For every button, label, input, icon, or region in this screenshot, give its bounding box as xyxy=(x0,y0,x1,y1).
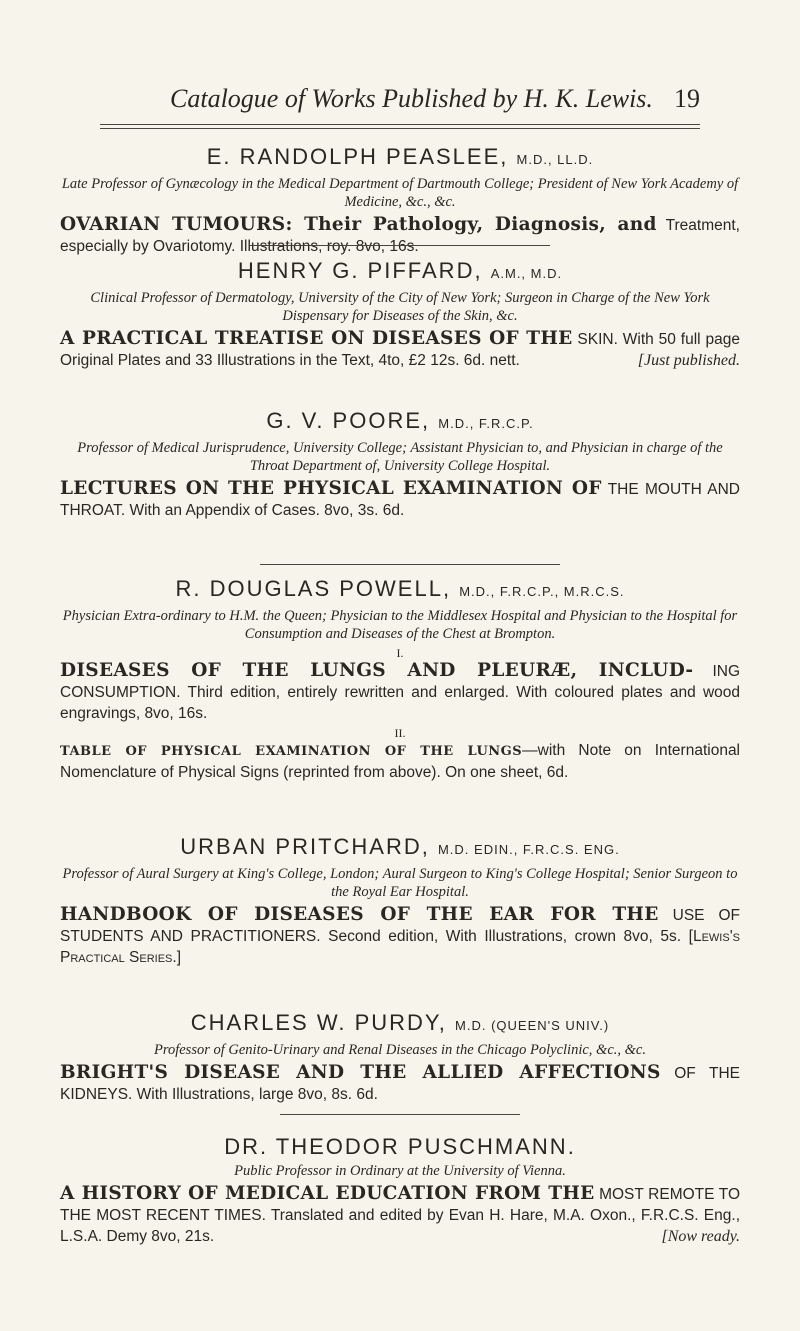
author-affiliation: Clinical Professor of Dermatology, University of the City of New York; Surgeon in Charge of the New York Dispensary for Diseases of the Skin, &c. xyxy=(90,290,710,324)
book-description: LECTURES ON THE PHYSICAL EXAMINATION OF THE MOUTH AND THROAT. With an Appendix of Cases. 8vo, 3s. 6d. xyxy=(60,478,740,519)
book-title: OVARIAN TUMOURS: Their Pathology, Diagnosis, and xyxy=(60,214,657,235)
header-rule xyxy=(100,124,700,125)
catalogue-entry xyxy=(60,834,740,968)
catalogue-entry xyxy=(60,258,740,371)
running-title: Catalogue of Works Published by H. K. Lewis. xyxy=(170,84,653,113)
author-affiliation: Professor of Aural Surgery at King's College, London; Aural Surgeon to King's College Hospital; Senior Surgeon to the Royal Ear Hospital. xyxy=(62,866,738,900)
author-affiliation: Late Professor of Gynæcology in the Medical Department of Dartmouth College; President of New York Academy of Medicine, &c., &c. xyxy=(61,176,739,210)
catalogue-entry xyxy=(60,1010,740,1105)
volume-numeral: I. xyxy=(396,646,404,660)
author-degrees: M.D., LL.D. xyxy=(516,152,594,167)
book-title: A HISTORY OF MEDICAL EDUCATION FROM THE xyxy=(60,1183,595,1204)
author-name: G. V. POORE, M.D., F.R.C.P. xyxy=(266,408,534,433)
author-name: DR. THEODOR PUSCHMANN. xyxy=(224,1134,576,1159)
catalogue-entry xyxy=(60,576,740,783)
author-degrees: M.D. EDIN., F.R.C.S. ENG. xyxy=(437,842,620,857)
volume-numeral: II. xyxy=(394,726,406,740)
catalogue-entry xyxy=(60,144,740,257)
author-degrees: M.D., F.R.C.P. xyxy=(438,416,534,431)
book-title: TABLE OF PHYSICAL EXAMINATION OF THE LUNGS xyxy=(60,744,523,759)
author-degrees: A.M., M.D. xyxy=(490,266,563,281)
author-affiliation: Physician Extra-ordinary to H.M. the Queen; Physician to the Middlesex Hospital and Physician to the Hospital for Consumption and Diseases of the Chest at Brompton. xyxy=(62,608,738,642)
series-name: [Lewis's Practical Series.] xyxy=(60,928,740,966)
publication-status: [Now ready. xyxy=(661,1228,740,1245)
book-description: BRIGHT'S DISEASE AND THE ALLIED AFFECTIONS OF THE KIDNEYS. With Illustrations, large 8vo, 8s. 6d. xyxy=(60,1062,740,1103)
author-name: R. DOUGLAS POWELL, M.D., F.R.C.P., M.R.C.S. xyxy=(175,576,625,601)
book-title: DISEASES OF THE LUNGS AND PLEURÆ, INCLUD- xyxy=(60,660,694,681)
book-description: TABLE OF PHYSICAL EXAMINATION OF THE LUNGS—with Note on International Nomenclature of Physical Signs (reprinted from above). On one sheet, 6d. xyxy=(60,742,741,781)
author-degrees: M.D. (QUEEN'S UNIV.) xyxy=(455,1018,610,1033)
author-degrees: M.D., F.R.C.P., M.R.C.S. xyxy=(459,584,625,599)
author-affiliation: Professor of Genito-Urinary and Renal Diseases in the Chicago Polyclinic, &c., &c. xyxy=(154,1042,646,1058)
page-number: 19 xyxy=(674,84,700,113)
book-description: HANDBOOK OF DISEASES OF THE EAR FOR THE USE OF STUDENTS AND PRACTITIONERS. Second edition, With Illustrations, crown 8vo, 5s. [Lewis's Practical Series.] xyxy=(60,904,741,966)
book-title: LECTURES ON THE PHYSICAL EXAMINATION OF xyxy=(60,478,602,499)
catalogue-entry xyxy=(60,408,740,521)
catalogue-entry xyxy=(60,1134,740,1247)
author-name: URBAN PRITCHARD, M.D. EDIN., F.R.C.S. ENG. xyxy=(180,834,620,859)
author-name: HENRY G. PIFFARD, A.M., M.D. xyxy=(237,258,563,283)
author-name: CHARLES W. PURDY, M.D. (QUEEN'S UNIV.) xyxy=(190,1010,610,1035)
author-name: E. RANDOLPH PEASLEE, M.D., LL.D. xyxy=(206,144,594,169)
book-description: A HISTORY OF MEDICAL EDUCATION FROM THE MOST REMOTE TO THE MOST RECENT TIMES. Translated and edited by Evan H. Hare, M.A. Oxon., F.R.C.S. Eng., L.S.A. Demy 8vo, 21s. [Now ready. xyxy=(60,1183,740,1245)
book-title: BRIGHT'S DISEASE AND THE ALLIED AFFECTIONS xyxy=(60,1062,661,1083)
section-divider xyxy=(280,1114,520,1115)
author-affiliation: Public Professor in Ordinary at the University of Vienna. xyxy=(234,1163,566,1179)
publication-status: [Just published. xyxy=(637,352,740,369)
book-title: HANDBOOK OF DISEASES OF THE EAR FOR THE xyxy=(60,904,659,925)
author-affiliation: Professor of Medical Jurisprudence, University College; Assistant Physician to, and Physician in charge of the Throat Department of, University College Hospital. xyxy=(77,440,723,474)
book-description: A PRACTICAL TREATISE ON DISEASES OF THE SKIN. With 50 full page Original Plates and 33 Illustrations in the Text, 4to, £2 12s. 6d. nett. [Just published. xyxy=(60,328,740,369)
book-description: DISEASES OF THE LUNGS AND PLEURÆ, INCLUD- ING CONSUMPTION. Third edition, entirely rewritten and enlarged. With coloured plates and wood engravings, 8vo, 16s. xyxy=(60,660,740,722)
book-description: OVARIAN TUMOURS: Their Pathology, Diagnosis, and Treatment, especially by Ovariotomy. Illustrations, roy. 8vo, 16s. xyxy=(60,214,740,255)
section-divider xyxy=(260,564,560,565)
section-divider xyxy=(250,245,550,246)
book-title: A PRACTICAL TREATISE ON DISEASES OF THE xyxy=(60,328,573,349)
header-rule-double xyxy=(100,128,700,129)
